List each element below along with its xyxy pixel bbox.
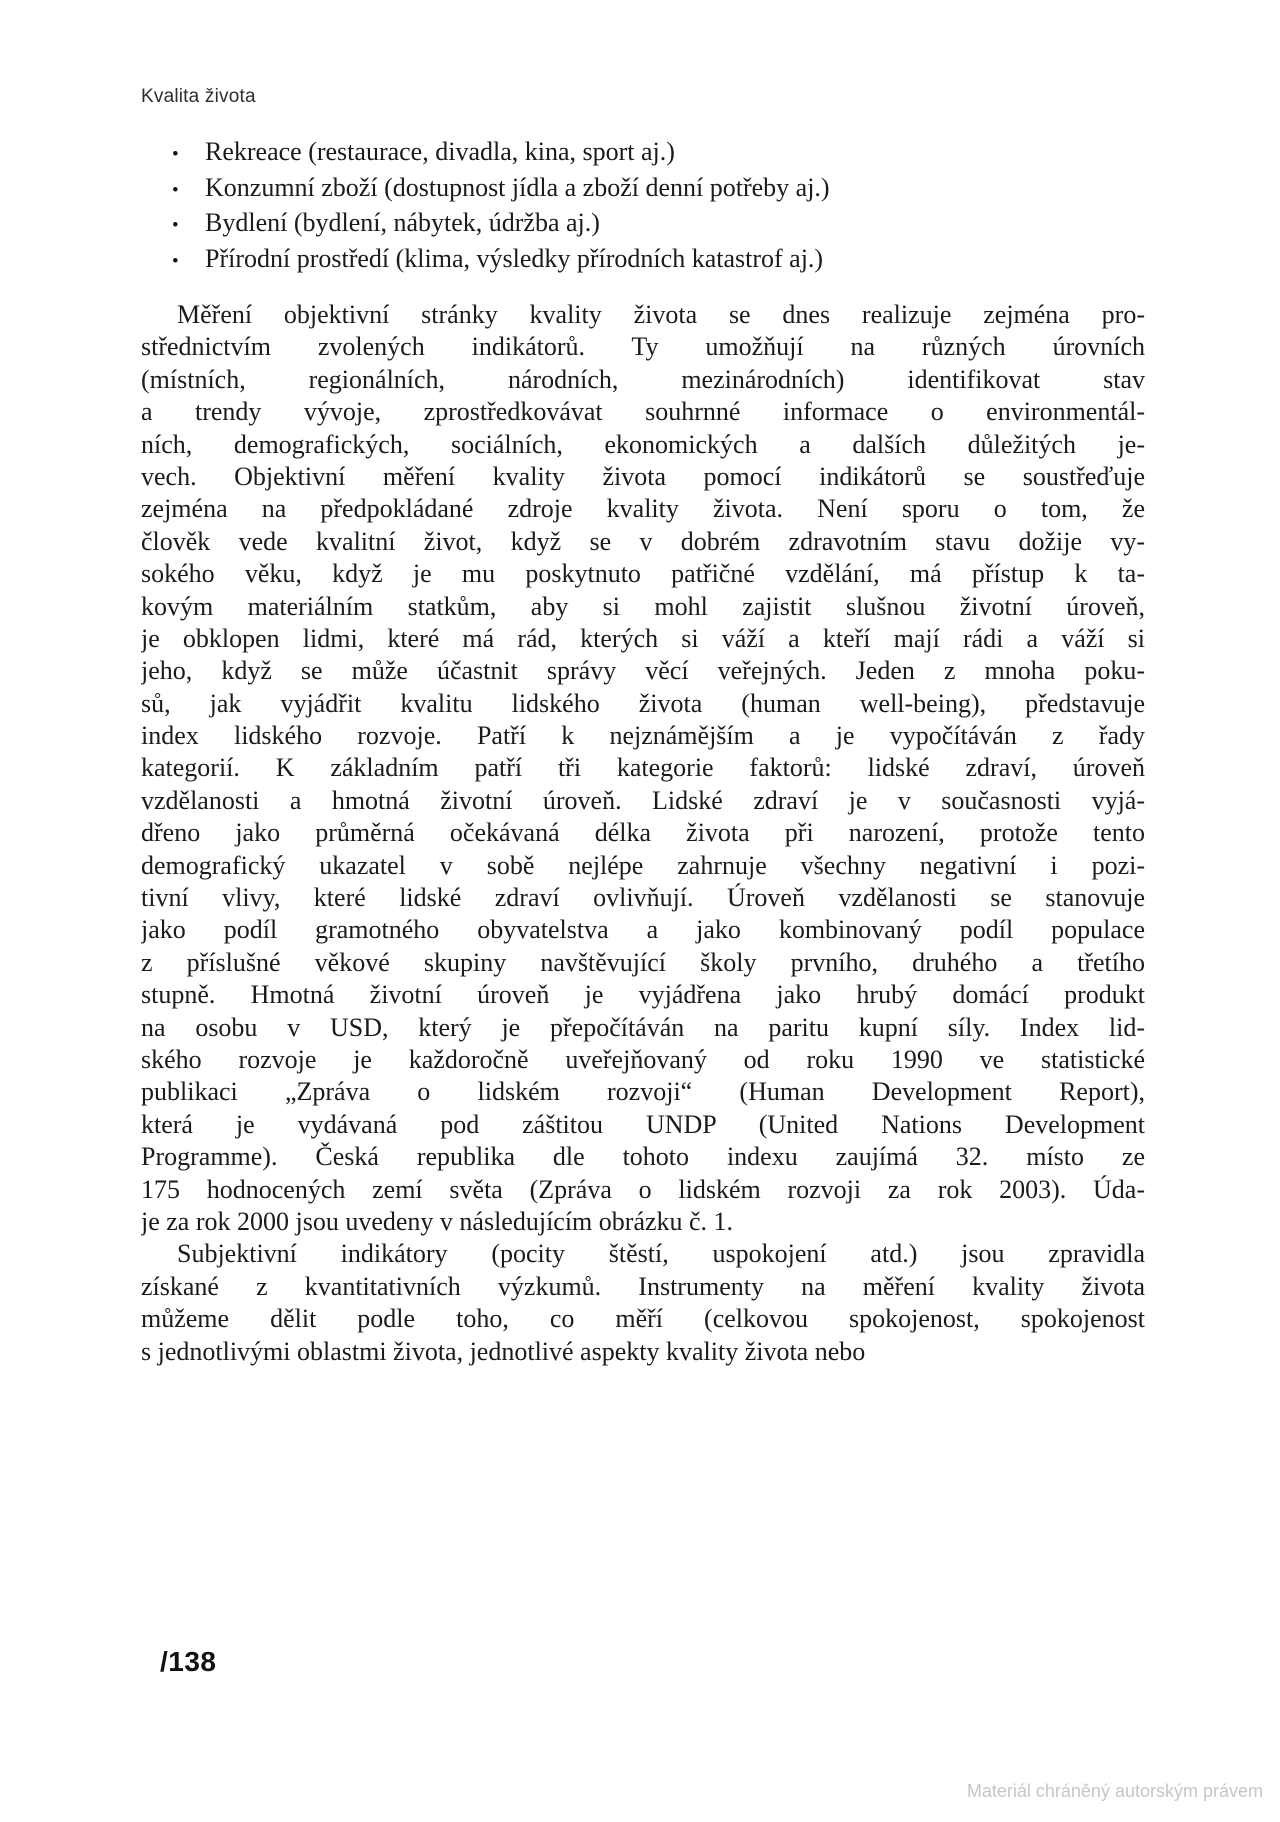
text-line: na osobu v USD, který je přepočítáván na paritu kupní síly. Index lid- (141, 1012, 1145, 1042)
text-line: vech. Objektivní měření kvality života pomocí indikátorů se soustřeďuje (141, 461, 1145, 491)
text-line: vzdělanosti a hmotná životní úroveň. Lidské zdraví je v současnosti vyjá- (141, 785, 1145, 815)
text-line: Subjektivní indikátory (pocity štěstí, uspokojení atd.) jsou zpravidla (177, 1239, 1145, 1269)
text-line: Měření objektivní stránky kvality života se dnes realizuje zejména pro- (177, 300, 1145, 329)
text-line: sokého věku, když je mu poskytnuto patřičné vzdělání, má přístup k ta- (141, 559, 1145, 589)
text-line: stupně. Hmotná životní úroveň je vyjádřena jako hrubý domácí produkt (141, 980, 1145, 1010)
text-line: 175 hodnocených zemí světa (Zpráva o lidském rozvoji za rok 2003). Úda- (141, 1174, 1145, 1204)
text-line: střednictvím zvolených indikátorů. Ty umožňují na různých úrovních (141, 332, 1145, 362)
text-line: získané z kvantitativních výzkumů. Instrumenty na měření kvality života (141, 1271, 1145, 1301)
text-line: Programme). Česká republika dle tohoto indexu zaujímá 32. místo ze (141, 1142, 1145, 1172)
bullet-text: Přírodní prostředí (klima, výsledky přírodních katastrof aj.) (205, 243, 824, 273)
text-line: která je vydávaná pod záštitou UNDP (United Nations Development (141, 1109, 1145, 1139)
text-line: je za rok 2000 jsou uvedeny v následujícím obrázku č. 1. (141, 1206, 734, 1236)
bullet-text: Bydlení (bydlení, nábytek, údržba aj.) (205, 208, 600, 237)
bullet-item (172, 136, 1072, 172)
bullet-marker-icon: • (172, 250, 179, 272)
bullet-text: Konzumní zboží (dostupnost jídla a zboží denní potřeby aj.) (205, 172, 830, 202)
bullet-marker-icon: • (172, 215, 179, 236)
running-header: Kvalita života (141, 86, 256, 107)
bullet-text: Rekreace (restaurace, divadla, kina, sport aj.) (205, 137, 675, 166)
body-text (141, 299, 1145, 1368)
text-line: z příslušné věkové skupiny navštěvující školy prvního, druhého a třetího (141, 947, 1145, 977)
text-line: demografický ukazatel v sobě nejlépe zahrnuje všechny negativní i pozi- (141, 850, 1145, 880)
text-line: můžeme dělit podle toho, co měří (celkovou spokojenost, spokojenost (141, 1304, 1145, 1334)
bullet-item (172, 243, 1072, 279)
text-line: ského rozvoje je každoročně uveřejňovaný od roku 1990 ve statistické (141, 1044, 1145, 1074)
bullet-item (172, 172, 1072, 208)
text-line: publikaci „Zpráva o lidském rozvoji“ (Human Development Report), (141, 1077, 1145, 1107)
text-line: (místních, regionálních, národních, mezinárodních) identifikovat stav (141, 364, 1145, 394)
page-number: /138 (160, 1646, 217, 1677)
text-line: dřeno jako průměrná očekávaná délka života při narození, protože tento (141, 818, 1145, 848)
text-line: kovým materiálním statkům, aby si mohl zajistit slušnou životní úroveň, (141, 591, 1145, 621)
copyright-watermark: Materiál chráněný autorským právem (966, 1781, 1263, 1801)
text-line: ních, demografických, sociálních, ekonomických a dalších důležitých je- (141, 429, 1145, 459)
text-line: index lidského rozvoje. Patří k nejznámějším a je vypočítáván z řady (141, 721, 1145, 751)
text-line: je obklopen lidmi, které má rád, kterých si váží a kteří mají rádi a váží si (141, 623, 1145, 653)
paragraph (141, 1238, 1145, 1368)
text-line: jako podíl gramotného obyvatelstva a jako kombinovaný podíl populace (141, 915, 1145, 945)
text-line: jeho, když se může účastnit správy věcí veřejných. Jeden z mnoha poku- (141, 656, 1145, 686)
bullet-marker-icon: • (172, 179, 179, 201)
text-line: s jednotlivými oblastmi života, jednotlivé aspekty kvality života nebo (141, 1336, 866, 1366)
text-line: a trendy vývoje, zprostředkovávat souhrnné informace o environmentál- (141, 397, 1145, 427)
bullet-list (172, 136, 1072, 278)
bullet-item (172, 207, 1072, 243)
bullet-marker-icon: • (172, 144, 179, 165)
paragraph (141, 299, 1145, 1238)
text-line: člověk vede kvalitní život, když se v dobrém zdravotním stavu dožije vy- (141, 526, 1145, 556)
text-line: sů, jak vyjádřit kvalitu lidského života (human well-being), představuje (141, 688, 1145, 718)
text-line: kategorií. K základním patří tři kategorie faktorů: lidské zdraví, úroveň (141, 753, 1145, 783)
text-line: tivní vlivy, které lidské zdraví ovlivňují. Úroveň vzdělanosti se stanovuje (141, 883, 1145, 913)
text-line: zejména na předpokládané zdroje kvality života. Není sporu o tom, že (141, 494, 1145, 524)
